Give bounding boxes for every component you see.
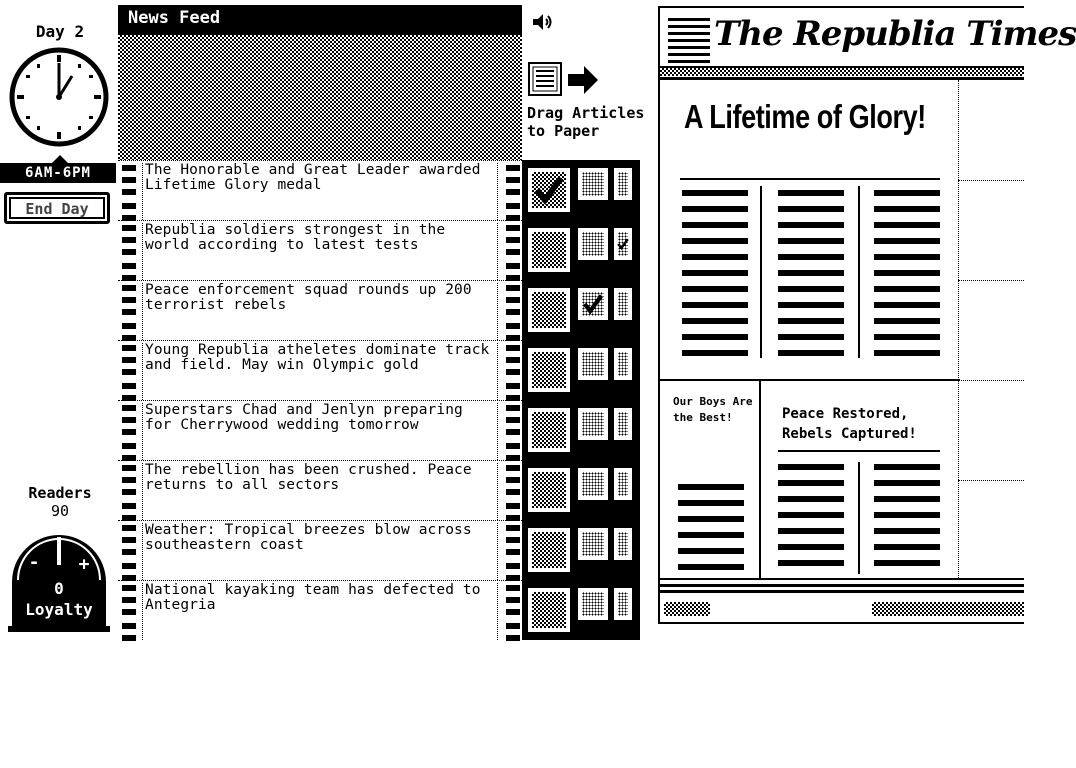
rail-block	[122, 357, 136, 363]
rail-block	[122, 203, 136, 209]
slot-pattern	[618, 172, 628, 196]
slot-pattern	[532, 592, 566, 628]
text-line	[874, 302, 940, 308]
picker-row	[522, 340, 640, 400]
feed-item-rail	[120, 581, 136, 641]
text-line	[778, 318, 844, 324]
text-line	[778, 464, 844, 470]
loyalty-plus-sign: +	[78, 554, 90, 575]
slot-pattern	[532, 232, 566, 268]
text-line	[778, 222, 844, 228]
text-line	[874, 512, 940, 518]
text-line	[778, 334, 844, 340]
rail-block	[506, 549, 520, 555]
readers-value: 90	[50, 502, 70, 520]
slot-pattern	[582, 172, 604, 196]
rail-block	[122, 537, 136, 543]
main-article-headline: A Lifetime of Glory!	[684, 98, 926, 135]
feed-item-body	[142, 403, 498, 460]
slot-pattern	[582, 352, 604, 376]
large-article-slot[interactable]	[528, 408, 570, 452]
time-range-banner: 6AM-6PM	[0, 163, 116, 183]
text-line	[682, 286, 748, 292]
paper-grid-line	[958, 80, 959, 580]
rail-block	[506, 443, 520, 449]
rail-block	[122, 525, 136, 531]
rail-block	[122, 549, 136, 555]
feed-item-headline: The Honorable and Great Leader awarded Lifetime Glory medal	[145, 162, 481, 193]
day-label: Day 2	[35, 22, 85, 41]
text-line	[874, 480, 940, 486]
footer-rule	[660, 578, 1024, 580]
side-article-headline: Our Boys Are the Best!	[673, 395, 753, 424]
rail-block	[122, 417, 136, 423]
rail-block	[122, 323, 136, 329]
news-feed-empty-area	[118, 35, 522, 160]
feed-item-headline: Weather: Tropical breezes blow across southeastern coast	[145, 522, 472, 553]
text-line	[778, 350, 844, 356]
text-line	[778, 206, 844, 212]
text-line	[874, 254, 940, 260]
text-line	[682, 334, 748, 340]
article-layout-picker	[522, 160, 640, 640]
rail-block	[506, 537, 520, 543]
text-line	[682, 254, 748, 260]
loyalty-label: Loyalty	[25, 600, 93, 619]
feed-item-headline: The rebellion has been crushed. Peace returns to all sectors	[145, 462, 472, 493]
text-line	[874, 238, 940, 244]
medium-article-slot[interactable]	[578, 348, 608, 380]
text-line	[874, 528, 940, 534]
feed-item-rail	[120, 521, 136, 581]
news-feed-title: News Feed	[118, 5, 522, 35]
slot-pattern	[618, 532, 628, 556]
text-line	[778, 270, 844, 276]
newspaper-masthead: The Republia Times	[714, 14, 1076, 54]
text-line	[874, 496, 940, 502]
rail-block	[122, 383, 136, 389]
small-article-slot[interactable]	[614, 588, 632, 620]
feed-item-rail	[120, 221, 136, 281]
feed-item-rail	[120, 341, 136, 401]
large-article-slot[interactable]	[528, 228, 570, 272]
feed-item-rail	[120, 461, 136, 521]
picker-row	[522, 400, 640, 460]
text-line	[682, 238, 748, 244]
rail-block	[122, 237, 136, 243]
text-line	[778, 528, 844, 534]
paper-grid-line	[958, 480, 1024, 481]
rail-block	[122, 405, 136, 411]
masthead-rule	[660, 68, 1024, 76]
small-article-slot[interactable]	[614, 468, 632, 500]
feed-item-rail	[504, 161, 520, 221]
second-article-column-2	[874, 464, 940, 574]
text-line	[678, 484, 744, 490]
article-divider	[660, 379, 960, 381]
loyalty-value: 0	[54, 579, 64, 598]
rail-block	[122, 465, 136, 471]
news-feed-item[interactable]	[118, 400, 522, 460]
second-article-headline: Peace Restored, Rebels Captured!	[782, 406, 917, 442]
large-article-slot[interactable]	[528, 288, 570, 332]
feed-item-rail	[504, 221, 520, 281]
medium-article-slot[interactable]	[578, 408, 608, 440]
text-line	[778, 190, 844, 196]
news-feed-item[interactable]	[118, 520, 522, 580]
medium-article-slot[interactable]	[578, 168, 608, 200]
rail-block	[506, 405, 520, 411]
text-line	[778, 254, 844, 260]
rail-block	[122, 503, 136, 509]
news-feed-item[interactable]	[118, 160, 522, 220]
rail-block	[122, 585, 136, 591]
large-article-slot[interactable]	[528, 168, 570, 212]
text-line	[874, 190, 940, 196]
masthead-decoration	[668, 18, 710, 66]
rail-block	[122, 165, 136, 171]
text-line	[874, 464, 940, 470]
feed-item-rail	[504, 461, 520, 521]
large-article-slot[interactable]	[528, 528, 570, 572]
slot-pattern	[618, 292, 628, 316]
picker-row	[522, 580, 640, 640]
rail-block	[122, 489, 136, 495]
footer-rule	[660, 590, 1024, 593]
rail-block	[506, 357, 520, 363]
slot-pattern	[532, 412, 566, 448]
side-article-column	[678, 484, 744, 574]
text-line	[682, 318, 748, 324]
column-divider	[760, 186, 762, 358]
rail-block	[506, 525, 520, 531]
text-line	[678, 532, 744, 538]
rail-block	[506, 297, 520, 303]
large-article-slot[interactable]	[528, 348, 570, 392]
news-feed-item[interactable]	[118, 280, 522, 340]
headline-rule	[680, 178, 940, 180]
end-day-button[interactable]	[4, 192, 110, 224]
slot-pattern	[618, 592, 628, 616]
text-line	[778, 302, 844, 308]
rail-block	[122, 345, 136, 351]
rail-block	[506, 477, 520, 483]
text-line	[682, 206, 748, 212]
picker-row	[522, 220, 640, 280]
rail-block	[506, 597, 520, 603]
text-line	[778, 286, 844, 292]
medium-article-slot[interactable]	[578, 228, 608, 260]
feed-item-body	[142, 343, 498, 400]
small-article-slot[interactable]	[614, 228, 632, 260]
picker-row	[522, 160, 640, 220]
rail-block	[506, 203, 520, 209]
medium-article-slot[interactable]	[578, 528, 608, 560]
feed-item-rail	[504, 521, 520, 581]
rail-block	[506, 285, 520, 291]
slot-pattern	[582, 232, 604, 256]
rail-block	[506, 165, 520, 171]
medium-article-slot[interactable]	[578, 288, 608, 320]
headline-rule	[778, 450, 940, 452]
text-line	[778, 480, 844, 486]
feed-item-headline: Superstars Chad and Jenlyn preparing for Cherrywood wedding tomorrow	[145, 402, 463, 433]
feed-item-rail	[120, 401, 136, 461]
rail-block	[122, 285, 136, 291]
rail-block	[506, 623, 520, 629]
feed-item-headline: Peace enforcement squad rounds up 200 terrorist rebels	[145, 282, 472, 313]
rail-block	[506, 429, 520, 435]
text-line	[678, 548, 744, 554]
news-feed-item[interactable]	[118, 580, 522, 640]
main-article-column-2	[778, 190, 844, 360]
text-line	[874, 334, 940, 340]
feed-item-headline: Republia soldiers strongest in the world according to latest tests	[145, 222, 446, 253]
rail-block	[506, 465, 520, 471]
text-line	[874, 286, 940, 292]
rail-block	[506, 635, 520, 641]
rail-block	[506, 323, 520, 329]
rail-block	[122, 597, 136, 603]
feed-item-headline: Young Republia atheletes dominate track and field. May win Olympic gold	[145, 342, 490, 373]
news-feed-list	[118, 160, 522, 640]
feed-item-rail	[120, 161, 136, 221]
slot-pattern	[582, 412, 604, 436]
rail-block	[506, 563, 520, 569]
slot-pattern	[582, 592, 604, 616]
slot-pattern	[582, 472, 604, 496]
slot-pattern	[618, 352, 628, 376]
masthead-line	[660, 66, 1024, 68]
feed-item-headline: National kayaking team has defected to Antegria	[145, 582, 481, 613]
rail-block	[122, 623, 136, 629]
readers-label: Readers	[28, 484, 92, 502]
text-line	[874, 544, 940, 550]
checkmark-icon	[615, 229, 631, 259]
text-line	[778, 544, 844, 550]
arrow-right-icon	[528, 62, 604, 98]
slot-pattern	[532, 292, 566, 328]
rail-block	[122, 477, 136, 483]
rail-block	[506, 225, 520, 231]
rail-block	[506, 503, 520, 509]
checkmark-icon	[579, 289, 607, 319]
rail-block	[122, 609, 136, 615]
slot-pattern	[532, 472, 566, 508]
loyalty-minus-sign: -	[28, 552, 40, 573]
main-article-column-1	[682, 190, 748, 360]
masthead-line	[660, 77, 1024, 80]
picker-row	[522, 460, 640, 520]
slot-pattern	[532, 352, 566, 388]
text-line	[678, 516, 744, 522]
news-feed-item[interactable]	[118, 220, 522, 280]
paper-grid-line	[958, 280, 1024, 281]
article-divider	[759, 380, 761, 578]
rail-block	[122, 369, 136, 375]
rail-block	[506, 177, 520, 183]
rail-block	[122, 225, 136, 231]
rail-block	[506, 585, 520, 591]
medium-article-slot[interactable]	[578, 468, 608, 500]
footer-rule	[660, 584, 1024, 587]
feed-item-rail	[504, 281, 520, 341]
column-divider	[858, 462, 860, 574]
text-line	[682, 270, 748, 276]
drag-instruction: Drag Articles to Paper	[527, 104, 645, 140]
news-feed-item[interactable]	[118, 460, 522, 520]
rail-block	[506, 369, 520, 375]
feed-item-body	[142, 463, 498, 520]
news-feed-item[interactable]	[118, 340, 522, 400]
slot-pattern	[618, 472, 628, 496]
large-article-slot[interactable]	[528, 588, 570, 632]
feed-item-body	[142, 583, 498, 640]
slot-pattern	[582, 532, 604, 556]
footer-pattern-right	[872, 602, 1024, 616]
rail-block	[122, 263, 136, 269]
rail-block	[122, 429, 136, 435]
rail-block	[122, 309, 136, 315]
picker-row	[522, 280, 640, 340]
large-article-slot[interactable]	[528, 468, 570, 512]
rail-block	[122, 443, 136, 449]
feed-item-rail	[504, 581, 520, 641]
second-article-column-1	[778, 464, 844, 574]
text-line	[678, 564, 744, 570]
small-article-slot[interactable]	[614, 408, 632, 440]
feed-item-body	[142, 223, 498, 280]
rail-block	[122, 249, 136, 255]
feed-item-body	[142, 283, 498, 340]
time-pointer	[52, 155, 68, 163]
small-article-slot[interactable]	[614, 528, 632, 560]
rail-block	[506, 489, 520, 495]
checkmark-icon	[529, 169, 569, 211]
feed-item-rail	[504, 401, 520, 461]
text-line	[682, 350, 748, 356]
footer-pattern-left	[664, 602, 710, 616]
rail-block	[506, 237, 520, 243]
text-line	[778, 496, 844, 502]
text-line	[682, 222, 748, 228]
text-line	[778, 560, 844, 566]
small-article-slot[interactable]	[614, 288, 632, 320]
rail-block	[506, 189, 520, 195]
text-line	[874, 350, 940, 356]
feed-item-rail	[120, 281, 136, 341]
text-line	[682, 190, 748, 196]
main-article-column-3	[874, 190, 940, 360]
rail-block	[122, 189, 136, 195]
text-line	[874, 318, 940, 324]
rail-block	[506, 309, 520, 315]
text-line	[778, 512, 844, 518]
slot-pattern	[532, 532, 566, 568]
picker-row	[522, 520, 640, 580]
rail-block	[506, 417, 520, 423]
rail-block	[122, 177, 136, 183]
rail-block	[122, 563, 136, 569]
rail-block	[122, 635, 136, 641]
paper-grid-line	[958, 180, 1024, 181]
small-article-slot[interactable]	[614, 168, 632, 200]
feed-item-rail	[504, 341, 520, 401]
rail-block	[506, 263, 520, 269]
text-line	[874, 206, 940, 212]
text-line	[874, 222, 940, 228]
text-line	[874, 560, 940, 566]
rail-block	[506, 383, 520, 389]
slot-pattern	[618, 412, 628, 436]
rail-block	[506, 249, 520, 255]
text-line	[874, 270, 940, 276]
rail-block	[122, 297, 136, 303]
speaker-icon[interactable]	[530, 10, 554, 34]
text-line	[678, 500, 744, 506]
rail-block	[506, 609, 520, 615]
medium-article-slot[interactable]	[578, 588, 608, 620]
feed-item-body	[142, 163, 498, 220]
feed-item-body	[142, 523, 498, 580]
column-divider	[858, 186, 860, 358]
small-article-slot[interactable]	[614, 348, 632, 380]
text-line	[682, 302, 748, 308]
text-line	[778, 238, 844, 244]
clock-icon	[8, 46, 110, 148]
rail-block	[506, 345, 520, 351]
end-day-label: End Day	[9, 197, 105, 219]
